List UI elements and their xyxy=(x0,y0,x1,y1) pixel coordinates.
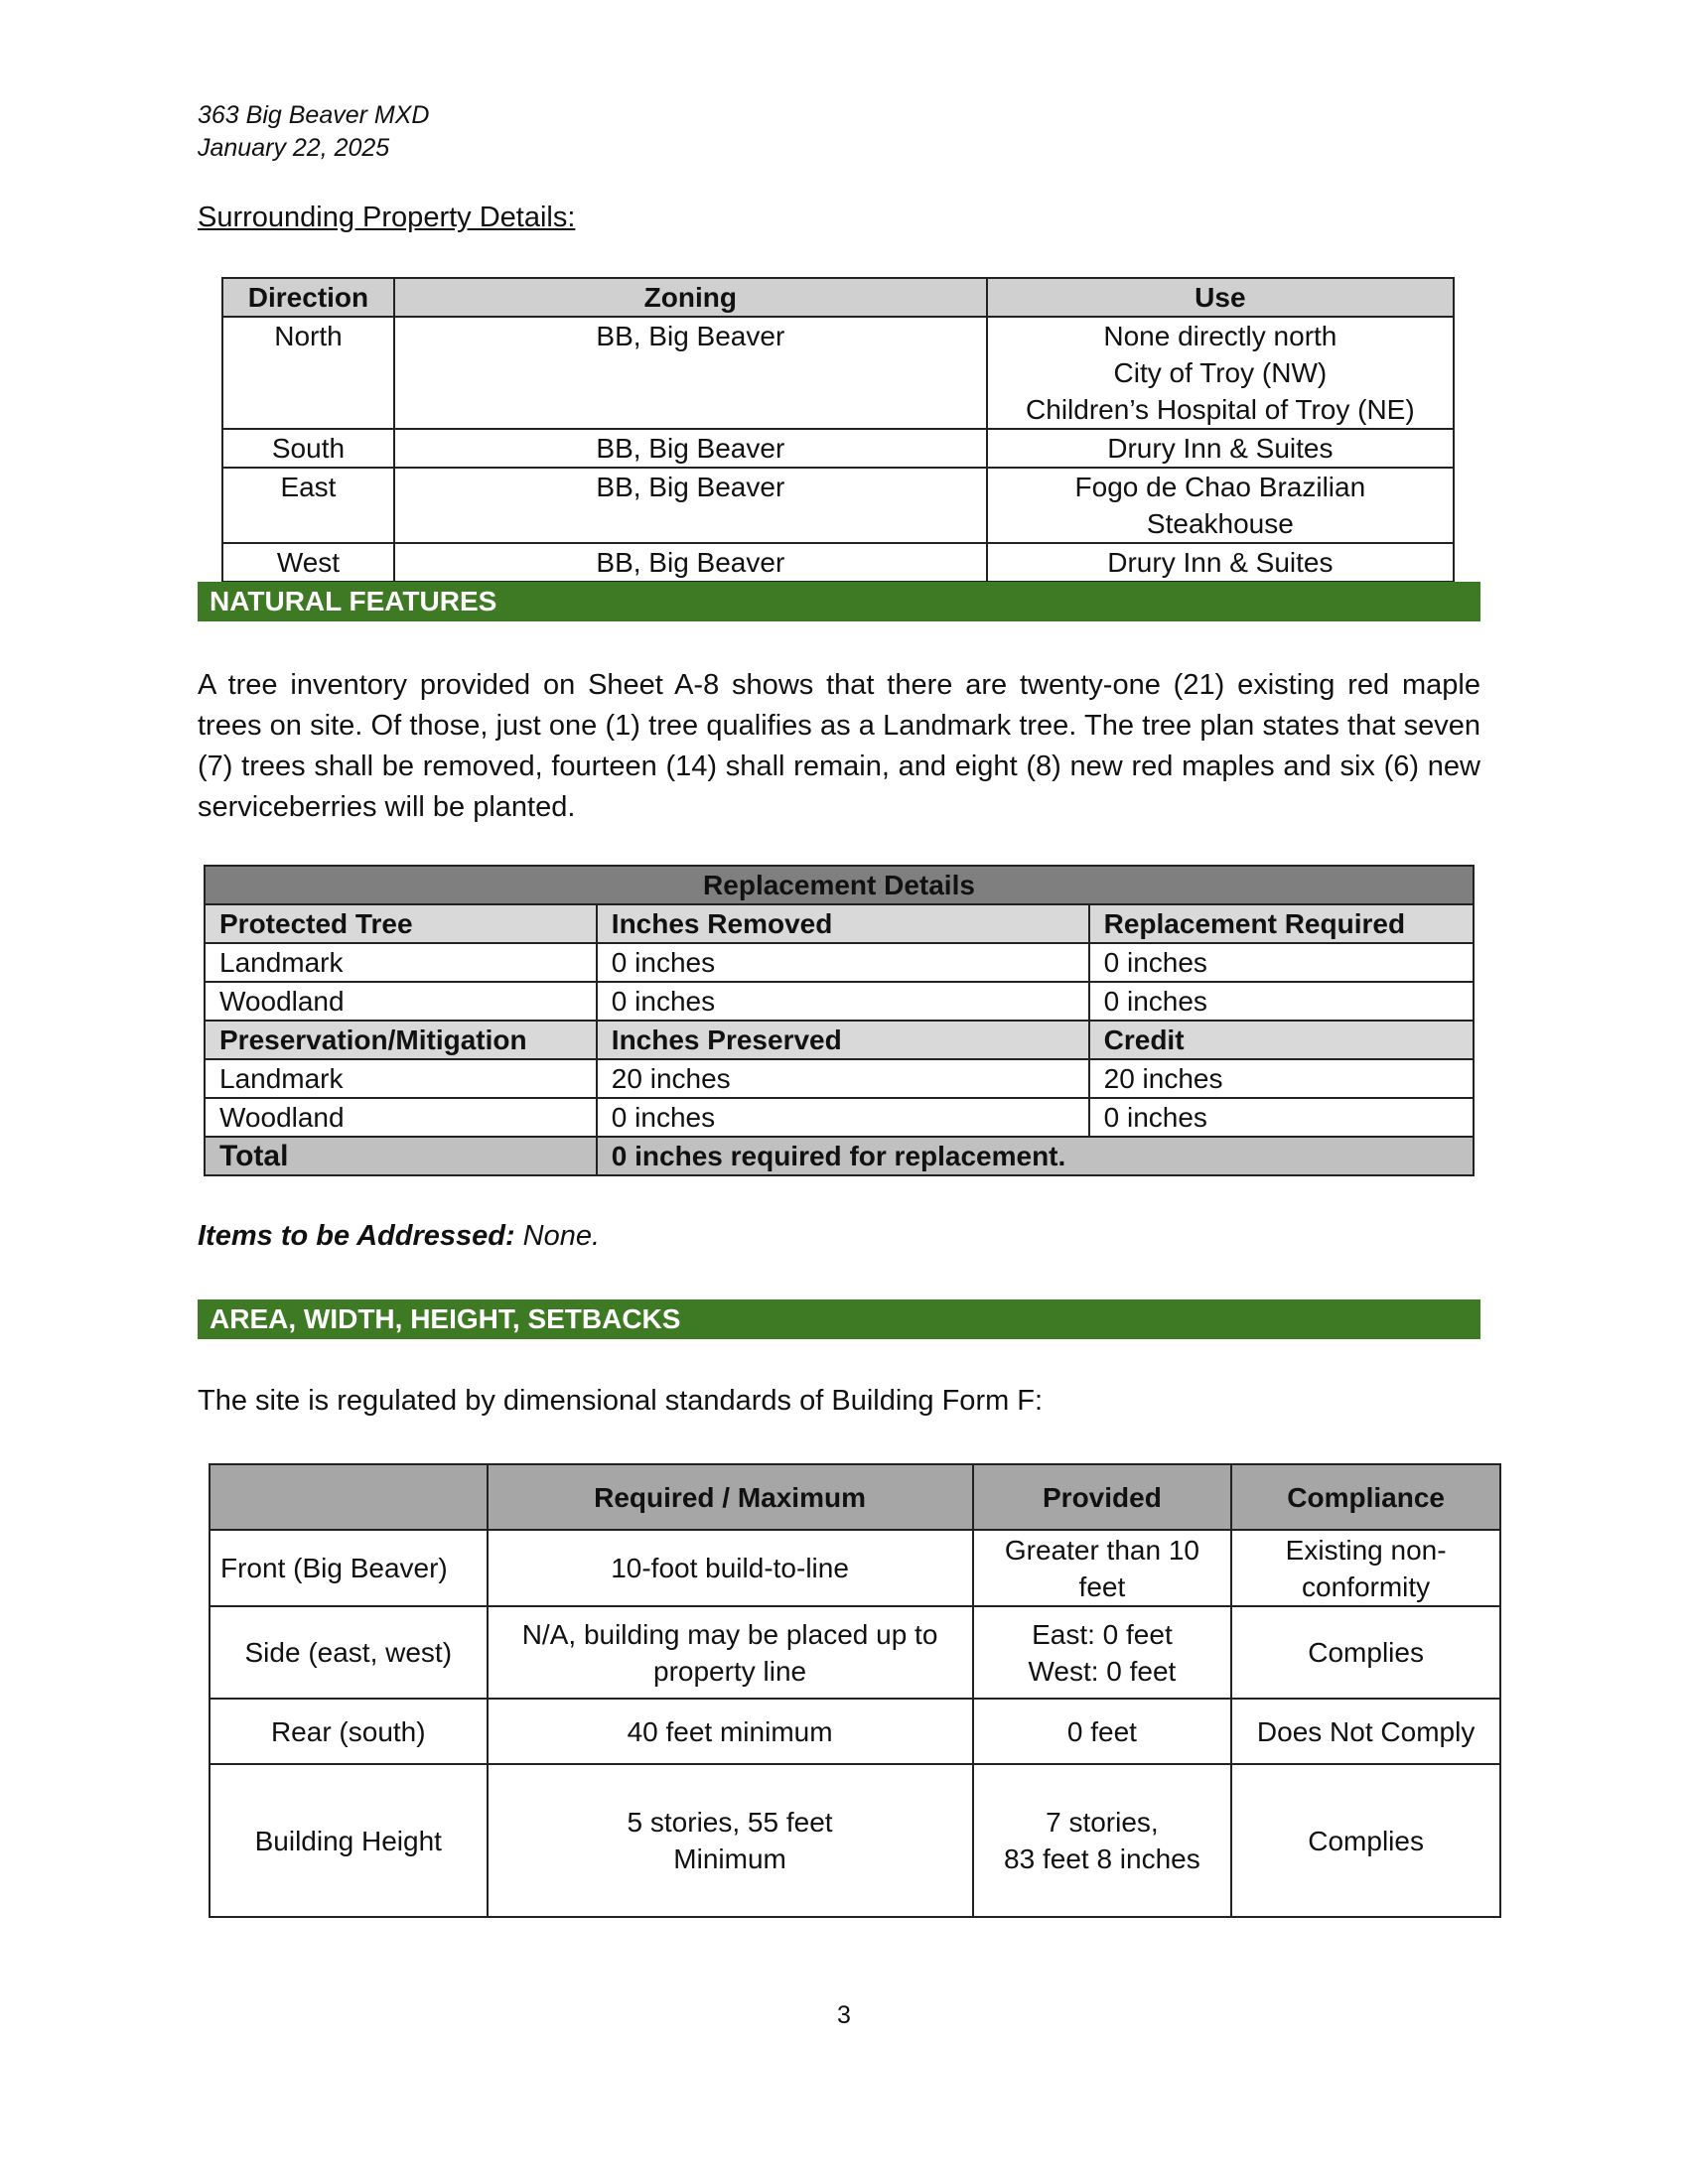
area-intro: The site is regulated by dimensional standards of Building Form F: xyxy=(198,1385,1044,1417)
column-header: Preservation/Mitigation xyxy=(205,1021,597,1059)
use-line: Children’s Hospital of Troy (NE) xyxy=(1026,394,1415,425)
table-row xyxy=(222,317,1454,429)
column-header: Direction xyxy=(222,278,394,317)
provided-line: East: 0 feet xyxy=(1032,1618,1173,1650)
column-header: Required / Maximum xyxy=(488,1464,973,1530)
table-row xyxy=(222,543,1454,582)
table-cell: Woodland xyxy=(205,1098,597,1137)
surrounding-heading: Surrounding Property Details: xyxy=(198,202,576,233)
provided-cell xyxy=(973,1530,1232,1606)
table-row xyxy=(205,982,1474,1021)
dimensional-table xyxy=(209,1463,1501,1918)
required-line: Minimum xyxy=(673,1843,786,1874)
direction-cell: West xyxy=(222,543,394,582)
use-cell: Drury Inn & Suites xyxy=(987,543,1454,582)
provided-cell xyxy=(973,1606,1232,1699)
table-row xyxy=(210,1606,1500,1699)
table-cell: 0 inches xyxy=(1089,943,1474,982)
compliance-cell: Complies xyxy=(1231,1606,1500,1699)
table-cell: 0 inches xyxy=(1089,982,1474,1021)
table-cell: Landmark xyxy=(205,943,597,982)
use-cell: Fogo de Chao Brazilian Steakhouse xyxy=(987,468,1454,543)
zoning-cell: BB, Big Beaver xyxy=(394,543,987,582)
table-cell: Woodland xyxy=(205,982,597,1021)
provided-line: 83 feet 8 inches xyxy=(1004,1843,1200,1874)
provided-line: West: 0 feet xyxy=(1028,1655,1177,1687)
required-cell: 10-foot build-to-line xyxy=(488,1530,973,1606)
table-row xyxy=(205,1059,1474,1098)
compliance-cell: Complies xyxy=(1231,1764,1500,1917)
required-line: N/A, building may be placed up to xyxy=(521,1618,938,1650)
column-header: Use xyxy=(987,278,1454,317)
compliance-cell xyxy=(1231,1530,1500,1606)
table-title-row xyxy=(205,866,1474,904)
required-cell xyxy=(488,1606,973,1699)
zoning-cell: BB, Big Beaver xyxy=(394,468,987,543)
area-heading: AREA, WIDTH, HEIGHT, SETBACKS xyxy=(198,1299,1480,1339)
column-header: Zoning xyxy=(394,278,987,317)
replacement-table xyxy=(204,865,1475,1176)
table-cell: 0 inches xyxy=(597,982,1089,1021)
column-header: Replacement Required xyxy=(1089,904,1474,943)
table-row xyxy=(210,1530,1500,1606)
table-cell: Landmark xyxy=(205,1059,597,1098)
provided-line: 7 stories, xyxy=(1046,1807,1159,1838)
table-row xyxy=(205,1098,1474,1137)
table-cell: 0 inches xyxy=(597,1098,1089,1137)
table-cell: 0 inches xyxy=(597,943,1089,982)
page-number: 3 xyxy=(837,2001,851,2029)
table-cell: 0 inches xyxy=(1089,1098,1474,1137)
header-date: January 22, 2025 xyxy=(198,134,390,162)
compliance-line: Existing non- xyxy=(1285,1534,1447,1566)
column-header xyxy=(210,1464,488,1530)
natural-features-paragraph: A tree inventory provided on Sheet A-8 shows that there are twenty-one (21) existing red maple trees on site. Of those, just one (1) tree qualifies as a Landmark tree. The tree plan states that seven (7) trees shall be removed, fourteen (14) shall remain, and eight (8) new red maples and six (6) new serviceberries will be planted. xyxy=(198,669,1480,823)
required-cell: 40 feet minimum xyxy=(488,1699,973,1764)
table-row xyxy=(210,1699,1500,1764)
column-header: Inches Preserved xyxy=(597,1021,1089,1059)
column-header: Protected Tree xyxy=(205,904,597,943)
table-header-row xyxy=(222,278,1454,317)
zoning-cell: BB, Big Beaver xyxy=(394,429,987,468)
items-to-address xyxy=(198,1220,600,1253)
column-header: Compliance xyxy=(1231,1464,1500,1530)
provided-cell xyxy=(973,1764,1232,1917)
table-cell: 20 inches xyxy=(1089,1059,1474,1098)
replacement-title: Replacement Details xyxy=(205,866,1474,904)
provided-line: feet xyxy=(1078,1570,1126,1602)
direction-cell: North xyxy=(222,317,394,429)
table-total-row xyxy=(205,1137,1474,1175)
required-line: property line xyxy=(653,1655,807,1687)
direction-cell: East xyxy=(222,468,394,543)
table-header-row xyxy=(205,1021,1474,1059)
use-cell: Drury Inn & Suites xyxy=(987,429,1454,468)
table-row xyxy=(205,943,1474,982)
required-cell xyxy=(488,1764,973,1917)
row-label: Rear (south) xyxy=(210,1699,488,1764)
total-label: Total xyxy=(205,1137,597,1175)
row-label: Side (east, west) xyxy=(210,1606,488,1699)
use-line: City of Troy (NW) xyxy=(1113,357,1328,388)
table-row xyxy=(222,429,1454,468)
use-line: None directly north xyxy=(1103,321,1337,351)
items-label: Items to be Addressed: xyxy=(198,1220,515,1252)
table-row xyxy=(210,1764,1500,1917)
items-value: None. xyxy=(514,1220,601,1252)
required-line: 5 stories, 55 feet xyxy=(627,1807,833,1838)
natural-features-heading: NATURAL FEATURES xyxy=(198,582,1480,621)
direction-cell: South xyxy=(222,429,394,468)
column-header: Inches Removed xyxy=(597,904,1089,943)
row-label: Building Height xyxy=(210,1764,488,1917)
row-label: Front (Big Beaver) xyxy=(210,1530,488,1606)
total-value: 0 inches required for replacement. xyxy=(597,1137,1474,1175)
table-header-row xyxy=(205,904,1474,943)
zoning-cell: BB, Big Beaver xyxy=(394,317,987,429)
compliance-cell: Does Not Comply xyxy=(1231,1699,1500,1764)
provided-cell: 0 feet xyxy=(973,1699,1232,1764)
compliance-line: conformity xyxy=(1302,1570,1431,1602)
table-row xyxy=(222,468,1454,543)
header-project: 363 Big Beaver MXD xyxy=(198,101,430,129)
use-cell xyxy=(987,317,1454,429)
column-header: Credit xyxy=(1089,1021,1474,1059)
table-cell: 20 inches xyxy=(597,1059,1089,1098)
surrounding-table xyxy=(221,277,1455,583)
provided-line: Greater than 10 xyxy=(1004,1534,1199,1566)
table-header-row xyxy=(210,1464,1500,1530)
column-header: Provided xyxy=(973,1464,1232,1530)
